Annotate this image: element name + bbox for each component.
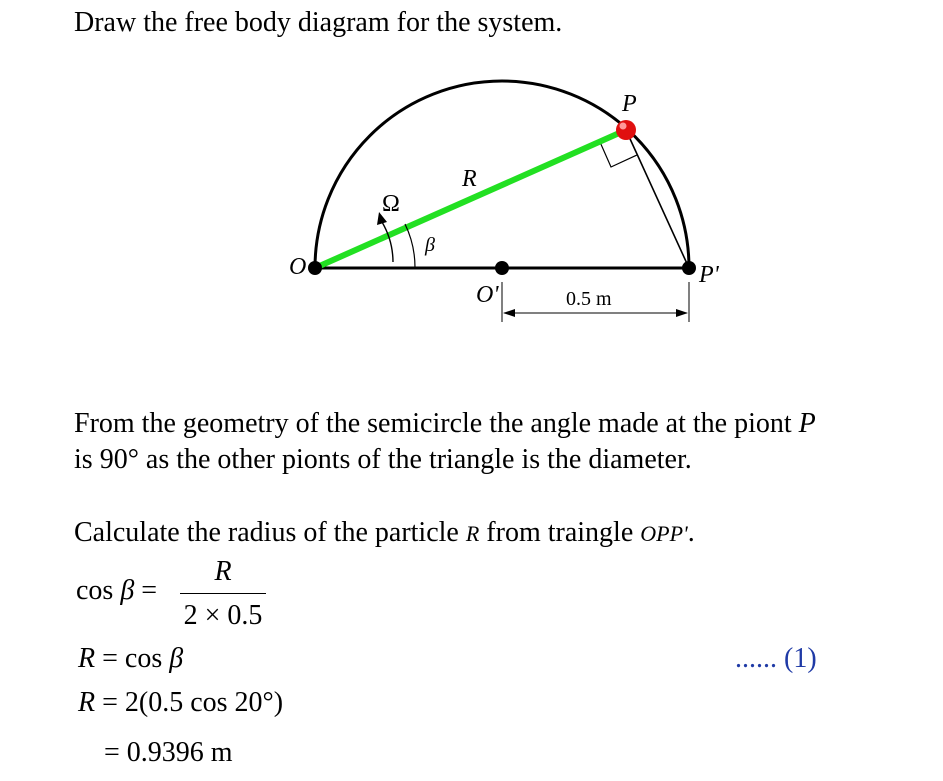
point-o <box>308 261 322 275</box>
particle-p <box>616 120 636 140</box>
para1-line2: is 90° as the other pionts of the triangle is the diameter. <box>74 444 692 475</box>
point-p-prime <box>682 261 696 275</box>
eq2-line: R = cos β <box>78 643 184 674</box>
chord-p-pprime <box>626 130 689 268</box>
label-o: O <box>289 254 307 280</box>
omega-arrow-arc <box>382 222 393 262</box>
dim-arrow-right <box>676 309 688 317</box>
label-omega: Ω <box>382 191 400 217</box>
point-o-prime <box>495 261 509 275</box>
rod-line <box>315 130 626 268</box>
eq1-fraction-bar <box>180 593 266 594</box>
label-r: R <box>462 166 477 192</box>
label-p: P <box>622 91 637 117</box>
para1-line1: From the geometry of the semicircle the angle made at the piont P <box>74 408 816 439</box>
eq1-denominator: 2 × 0.5 <box>183 600 263 631</box>
eq1-lhs: cos β = <box>76 575 158 606</box>
right-angle-marker <box>600 142 637 167</box>
eq1-numerator: R <box>214 556 232 587</box>
para2-line: Calculate the radius of the particle R from traingle OPP'. <box>74 517 695 548</box>
label-o-prime: O' <box>476 282 499 308</box>
eq4-result: = 0.9396 m <box>104 737 233 768</box>
dim-arrow-left <box>503 309 515 317</box>
eq3-line: R = 2(0.5 cos 20°) <box>78 687 284 718</box>
label-beta: β <box>425 234 435 256</box>
label-p-prime: P' <box>699 262 719 288</box>
dimension-label: 0.5 m <box>566 288 612 310</box>
eq2-tag: ...... (1) <box>735 643 817 674</box>
problem-heading: Draw the free body diagram for the system. <box>74 7 563 38</box>
